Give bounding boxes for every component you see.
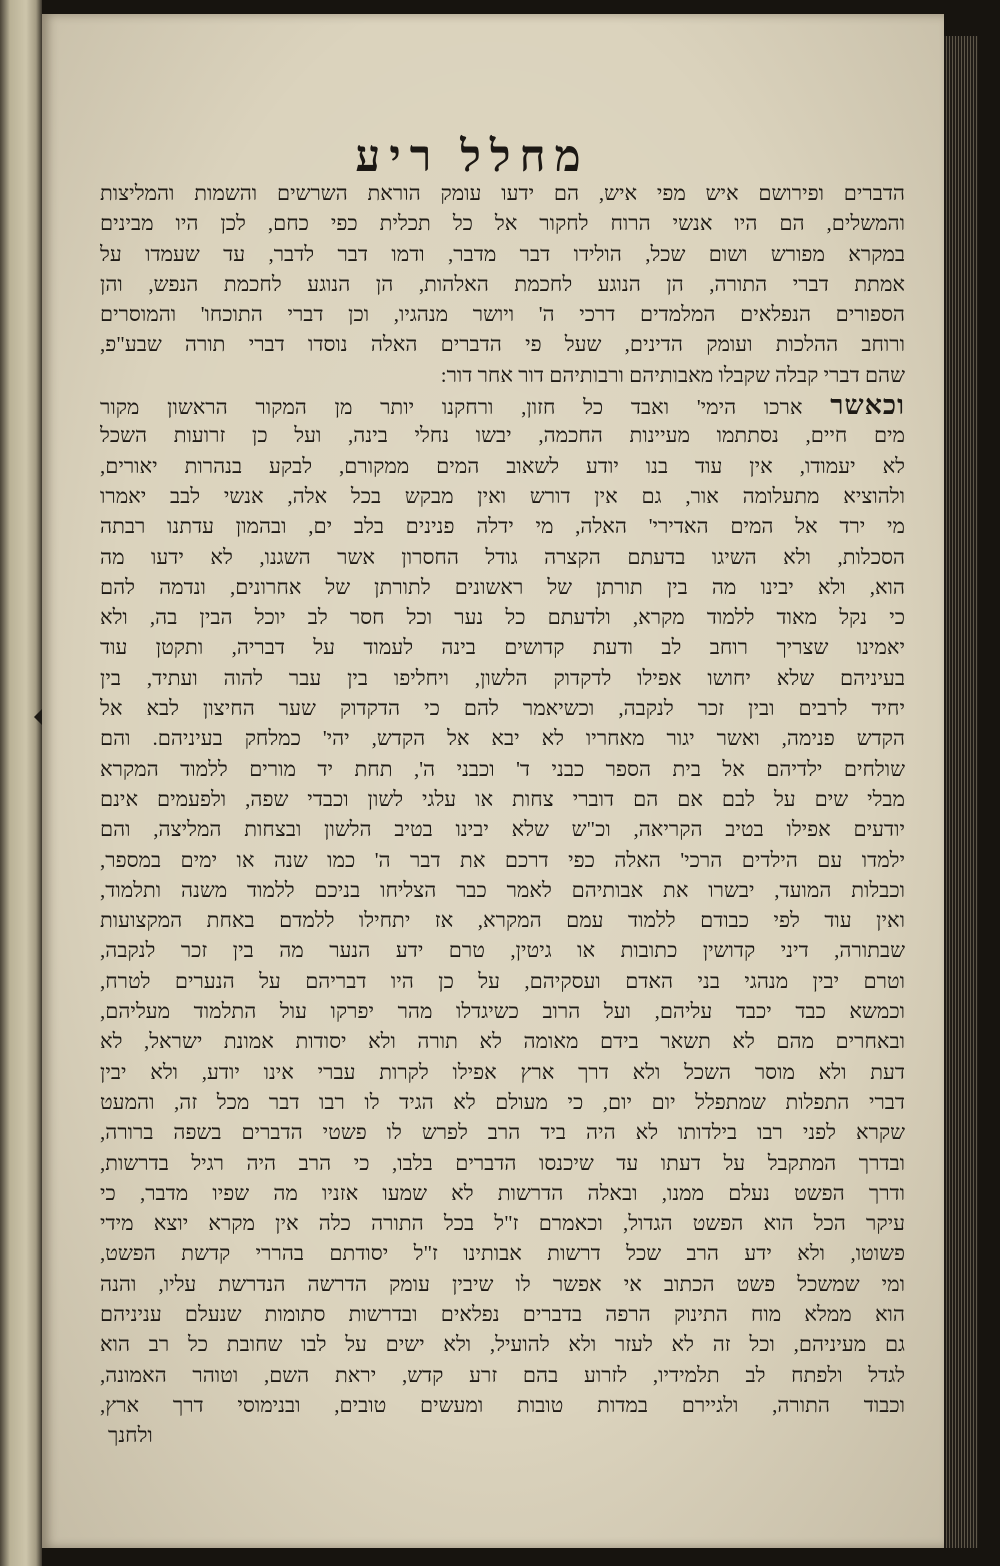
text-line: ומי שמשכל פשט הכתוב אי אפשר לו שיבין עומק הדרשה הנדרשת עליו, והנה bbox=[100, 1271, 905, 1296]
text-line: וכבלות המועד, יבשרו את אבותיהם לאמר כבר הצליחו בניכם ללמוד משנה ותלמוד, bbox=[100, 877, 905, 902]
text-line: הקדש פנימה, ואשר יגור מאחריו לא יבא אל הקדש, יהי' כמלחק בעיניהם. והם bbox=[100, 726, 905, 751]
text-line: ולהוציא מתעלומה אור, גם אין דורש ואין מבקש בכל אלה, אנשי לבב יאמרו bbox=[100, 483, 905, 508]
text-line: והמשלים, הם היו אנשי הרוח לחקור אל כל תכלית כפי כחם, לכן היו מבינים bbox=[100, 211, 905, 236]
text-line: ובדרך המתקבל על דעתו עד שיכנסו הדברים בלבו, כי הרב היה רגיל בדרשות, bbox=[100, 1150, 905, 1175]
text-line: וטרם יבין מנהגי בני האדם ועסקיהם, על כן היו דבריהם על הנערים לטרח, bbox=[100, 968, 905, 993]
text-line: שקרא לפני רבו בילדותו לא היה ביד הרב לפרש לו פשטי הדברים בשפה ברורה, bbox=[100, 1120, 905, 1145]
text-line: גם מעיניהם, וכל זה לא לעזר ולא להועיל, ולא ישים על לבו שחובת כל רב הוא bbox=[100, 1332, 905, 1357]
text-line: ילמדו עם הילדים הרכי' האלה כפי דרכם את דבר ה' כמו שנה או ימים במספר, bbox=[100, 847, 905, 872]
text-line: וכמשא כבד יכבד עליהם, ועל הרוב כשיגדלו מהר יפרקו עול התלמוד מעליהם, bbox=[100, 999, 905, 1024]
previous-page-edge bbox=[0, 0, 42, 1566]
catchword: ולחנך bbox=[108, 1423, 153, 1447]
text-line: הדברים ופירושם איש מפי איש, הם ידעו עומק הוראת השרשים והשמות והמליצות bbox=[100, 181, 905, 205]
text-line: ורוחב ההלכות ועומק הדינים, שעל פי הדברים האלה נוסדו דברי תורה שבע"פ, bbox=[100, 332, 905, 357]
paragraph-opening-line bbox=[100, 390, 905, 420]
text-line: יחיד לרבים ובין זכר לנקבה, וכשיאמר להם כי הדקדוק שער החיצון לבא אל bbox=[100, 696, 905, 721]
page-stack-edges bbox=[944, 36, 978, 1548]
text-line: בעיניהם שלא יחושו אפילו לדקדוק הלשון, ויחליפו בין עבר להוה ועתיד, בין bbox=[100, 665, 905, 690]
text-line: דעת ולא מוסר השכל ולא דרך ארץ אפילו לקרות עברי אינו יודע, ולא יבין bbox=[100, 1059, 905, 1084]
text-line: שולחים ילדיהם אל בית הספר כבני ד' וכבני ה', תחת יד מורים ללמוד המקרא bbox=[100, 756, 905, 781]
text-line: כי נקל מאוד ללמוד מקרא, ולדעתם כל נער וכל חסר לב יוכל הבין בה, ולא bbox=[100, 605, 905, 630]
body-text bbox=[100, 178, 905, 1420]
text-line: לא יעמודו, אין עוד בנו יודע לשאוב המים ממקורם, לבקע בנהרות יאורים, bbox=[100, 453, 905, 478]
text-line: שבתורה, דיני קדושין כתובות או גיטין, טרם ידע הנער מה בין זכר לנקבה, bbox=[100, 938, 905, 963]
text-line: ודרך הפשט נעלם ממנו, ובאלה הדרשות לא שמעו אזניו מה שפיו מדבר, כי bbox=[100, 1180, 905, 1205]
text-line: יודעים אפילו בטיב הקריאה, וכ"ש שלא יבינו בטיב הלשון ובצחות המליצה, והם bbox=[100, 817, 905, 842]
text-line: פשוטו, ולא ידע הרב שכל דרשות אבותינו ז"ל יסודתם בהררי קדשת הפשט, bbox=[100, 1241, 905, 1266]
text-line: יאמינו שצריך רוחב לב ודעת קדושים בינה לעמוד על דבריה, ותקטן עוד bbox=[100, 635, 905, 660]
text-line: מי ירד אל המים האדירי' האלה, מי ידלה פנינים בלב ים, ובהמון עדתנו רבתה bbox=[100, 514, 905, 539]
opening-word: וכאשר bbox=[830, 390, 905, 421]
text-line: דברי התפלות שמתפלל יום יום, כי מעולם לא הגיד לו רבו דבר מכל זה, והמעט bbox=[100, 1089, 905, 1114]
page-title: מחלל ריע bbox=[355, 132, 590, 181]
text-line: הוא ממלא מוח התינוק הרפה בדברים נפלאים ובדרשות סתומות שנעלם עניניהם bbox=[100, 1301, 905, 1326]
text-line: הוא, ולא יבינו מה בין תורתן של ראשונים לתורתן של אחרונים, ונדמה להם bbox=[100, 574, 905, 599]
text-line: ואין עוד לפי כבודם ללמוד עמם המקרא, אז יתחילו ללמדם באחת המקצועות bbox=[100, 908, 905, 933]
text-line-rest: ארכו הימי' ואבד כל חזון, ורחקנו יותר מן המקור הראשון מקור bbox=[100, 395, 803, 420]
text-line: מבלי שים על לבם אם הם דוברי צחות או עלגי לשון וכבדי שפה, ולפעמים אינם bbox=[100, 786, 905, 811]
text-line: מים חיים, נסתתמו מעיינות החכמה, יבשו נחלי בינה, ועל כן זרועות השכל bbox=[100, 423, 905, 448]
text-line: עיקר הכל הוא הפשט הגדול, וכאמרם ז"ל בכל התורה כלה אין מקרא יוצא מידי bbox=[100, 1211, 905, 1236]
text-line: וכבוד התורה, ולגיירם במדות טובות ומעשים טובים, ובנימוסי דרך ארץ, bbox=[100, 1392, 905, 1417]
text-line: אמתת דברי התורה, הן הנוגע לחכמת האלהות, הן הנוגע לחכמת הנפש, והן bbox=[100, 271, 905, 296]
text-line: שהם דברי קבלה שקבלו מאבותיהם ורבותיהם דור אחר דור: bbox=[440, 362, 905, 387]
text-line: ובאחרים מהם לא תשאר בידם מאומה לא תורה ולא יסודות אמונת ישראל, לא bbox=[100, 1029, 905, 1054]
text-line: הסכלות, ולא השיגו בדעתם הקצרה גודל החסרון אשר השגנו, לא ידעו מה bbox=[100, 544, 905, 569]
text-line: לגדל ולפתח לב תלמידיו, לזרוע בהם זרע קדש, יראת השם, וטוהר האמונה, bbox=[100, 1362, 905, 1387]
text-line: במקרא מפורש ושום שכל, הולידו דבר מדבר, ודמו דבר לדבר, עד שעמדו על bbox=[100, 241, 905, 266]
text-line: הספורים הנפלאים המלמדים דרכי ה' ויושר מנהגיו, וכן דברי התוכחו' והמוסרים bbox=[100, 302, 905, 327]
